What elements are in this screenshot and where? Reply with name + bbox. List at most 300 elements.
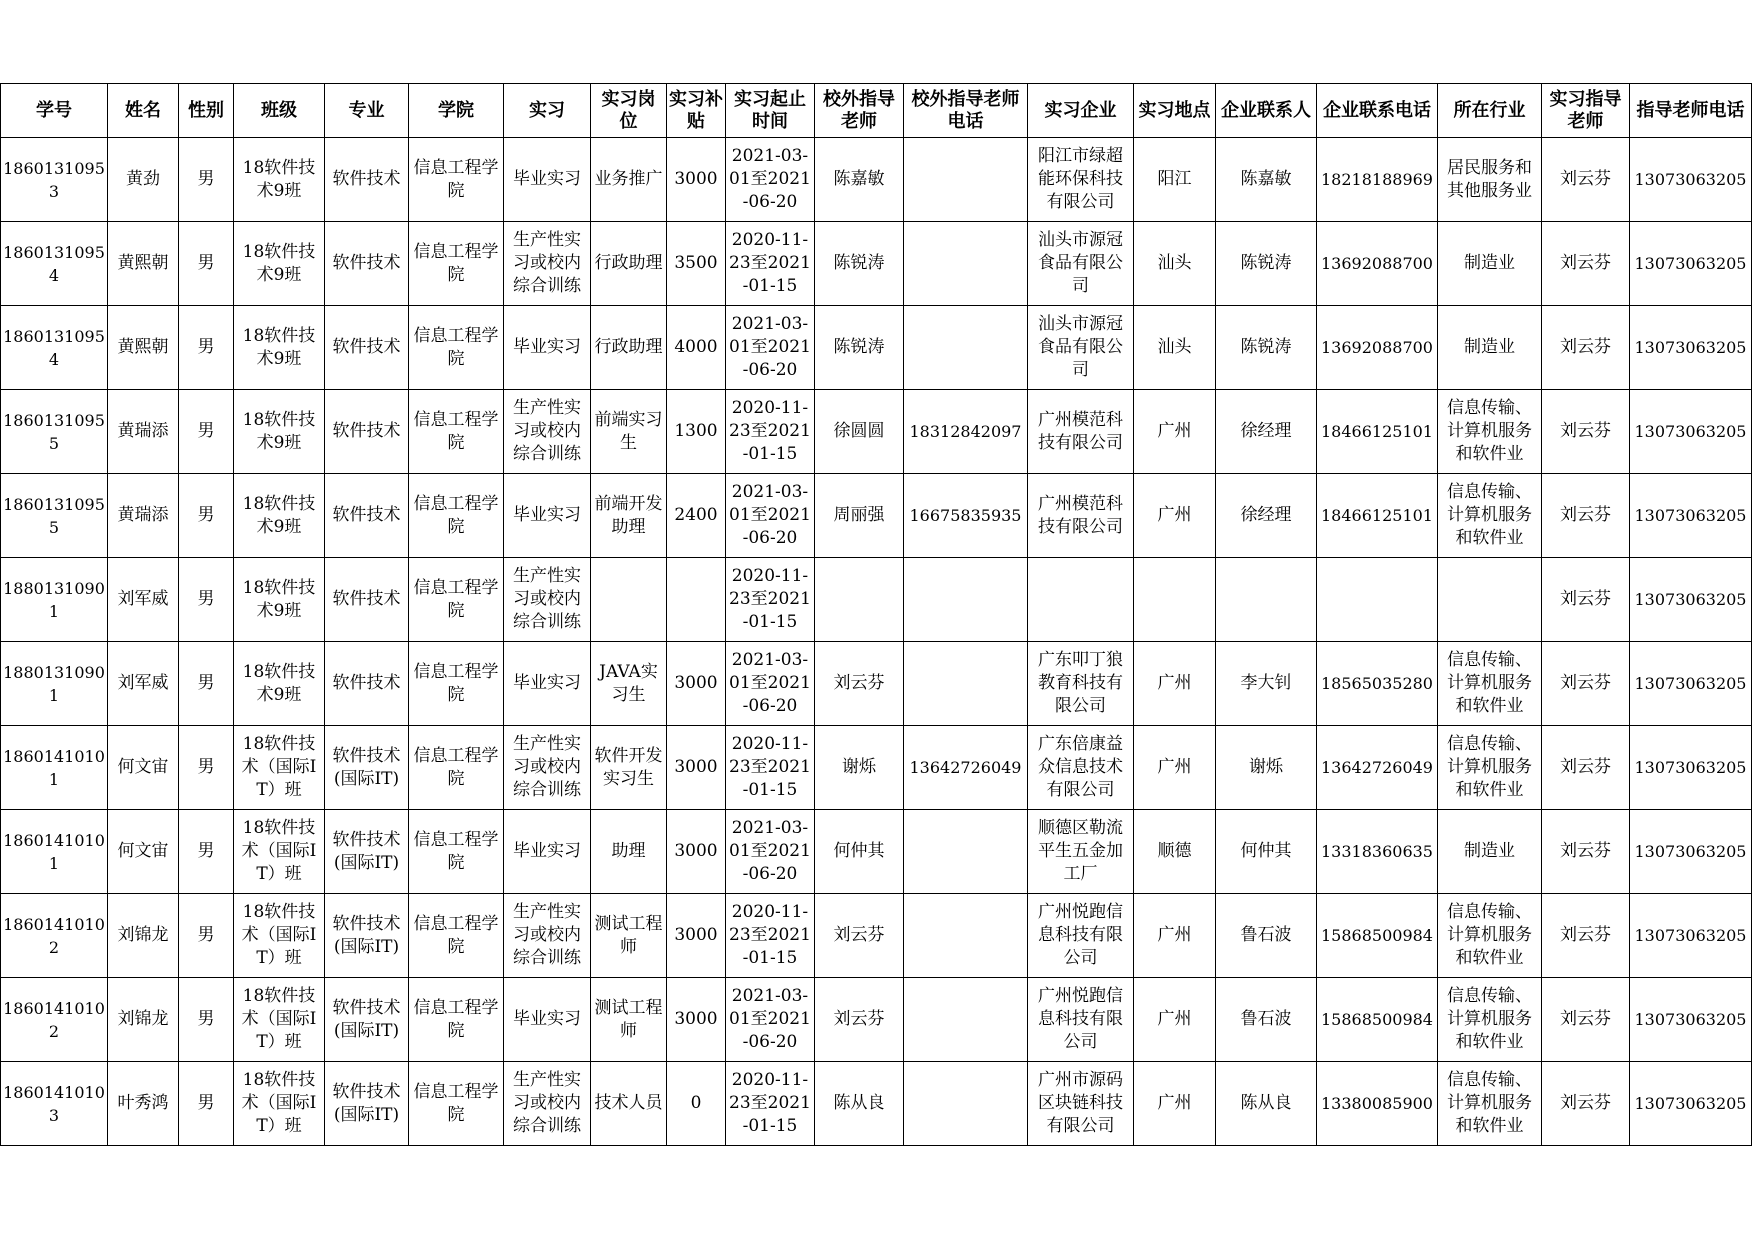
table-cell (904, 978, 1028, 1062)
cell-text: 男 (197, 841, 215, 861)
table-cell (815, 138, 904, 222)
cell-text: 13073063205 (1634, 1010, 1747, 1029)
table-cell (234, 894, 325, 978)
cell-text: 18软件技术9班 (242, 325, 316, 369)
table-cell (1438, 810, 1542, 894)
cell-text: 0 (690, 1093, 702, 1113)
table-cell (108, 642, 179, 726)
table-cell (1, 222, 108, 306)
table-cell (409, 978, 504, 1062)
table-cell (325, 474, 409, 558)
cell-text: 生产性实习或校内综合训练 (513, 230, 581, 296)
cell-text: 刘云芬 (1560, 673, 1611, 693)
table-cell (667, 474, 726, 558)
table-row (1, 1062, 1752, 1146)
table-cell (1438, 726, 1542, 810)
cell-text: 生产性实习或校内综合训练 (513, 398, 581, 464)
cell-text: 黄瑞添 (117, 505, 169, 525)
cell-text: 18601410102 (3, 998, 105, 1041)
cell-text: 18466125101 (1321, 422, 1433, 441)
cell-text: 18601310954 (3, 242, 105, 285)
table-cell (726, 978, 815, 1062)
table-cell (409, 642, 504, 726)
cell-text: 18601310953 (3, 158, 105, 201)
cell-text: 13073063205 (1634, 170, 1747, 189)
table-cell (1630, 642, 1752, 726)
table-cell (667, 1062, 726, 1146)
table-cell (1438, 222, 1542, 306)
table-cell (591, 1062, 667, 1146)
cell-text: 13073063205 (1634, 254, 1747, 273)
cell-text: 软件技术 (332, 505, 401, 525)
table-cell (667, 726, 726, 810)
table-cell (1134, 390, 1216, 474)
table-cell (726, 894, 815, 978)
table-row (1, 978, 1752, 1062)
table-cell (234, 978, 325, 1062)
table-cell (726, 138, 815, 222)
table-cell (325, 390, 409, 474)
cell-text: 信息工程学院 (413, 1081, 499, 1125)
table-cell (504, 138, 591, 222)
cell-text: 2020-11-23至2021-01-15 (729, 902, 811, 968)
cell-text: 3000 (674, 169, 718, 189)
table-cell (1630, 474, 1752, 558)
table-cell (504, 390, 591, 474)
cell-text: 信息工程学院 (413, 157, 499, 201)
table-cell (1134, 1062, 1216, 1146)
table-row (1, 474, 1752, 558)
table-cell (179, 390, 234, 474)
table-cell (726, 726, 815, 810)
table-cell (108, 558, 179, 642)
column-header: 实习补贴 (667, 84, 726, 138)
table-cell (1216, 1062, 1317, 1146)
table-cell (325, 642, 409, 726)
cell-text: 2020-11-23至2021-01-15 (729, 566, 811, 632)
cell-text: 广州 (1157, 1009, 1192, 1029)
table-cell (504, 1062, 591, 1146)
cell-text: 1300 (674, 421, 718, 441)
cell-text: 陈从良 (833, 1093, 885, 1113)
column-header: 学号 (1, 84, 108, 138)
table-cell (815, 222, 904, 306)
cell-text: 顺德区勒流平生五金加工厂 (1038, 818, 1123, 884)
table-cell (1317, 558, 1438, 642)
table-cell (234, 390, 325, 474)
cell-text: 黄熙朝 (117, 253, 169, 273)
table-cell (409, 222, 504, 306)
cell-text: 2021-03-01至2021-06-20 (729, 986, 811, 1052)
table-cell (591, 306, 667, 390)
cell-text: 16675835935 (909, 506, 1022, 525)
cell-text: 18软件技术（国际IT）班 (241, 1070, 317, 1136)
table-cell (815, 558, 904, 642)
cell-text: 18601310955 (3, 494, 105, 537)
cell-text: 陈锐涛 (833, 337, 885, 357)
table-cell (1317, 138, 1438, 222)
table-cell (1, 642, 108, 726)
cell-text: 广州 (1157, 925, 1192, 945)
table-cell (904, 222, 1028, 306)
column-header: 学院 (409, 84, 504, 138)
cell-text: 18软件技术9班 (242, 157, 316, 201)
cell-text: 男 (197, 169, 215, 189)
cell-text: 3000 (674, 673, 718, 693)
table-cell (179, 474, 234, 558)
column-header: 班级 (234, 84, 325, 138)
cell-text: 生产性实习或校内综合训练 (513, 902, 581, 968)
table-cell (409, 138, 504, 222)
table-cell (1134, 138, 1216, 222)
table-cell (409, 390, 504, 474)
cell-text: 刘军威 (117, 589, 169, 609)
cell-text: 徐经理 (1240, 421, 1292, 441)
cell-text: 生产性实习或校内综合训练 (513, 1070, 581, 1136)
table-cell (1, 390, 108, 474)
table-cell (1317, 726, 1438, 810)
cell-text: 软件技术(国际IT) (332, 745, 401, 789)
table-cell (179, 810, 234, 894)
cell-text: 顺德 (1157, 841, 1192, 861)
table-cell (1542, 978, 1630, 1062)
cell-text: 信息工程学院 (413, 325, 499, 369)
internship-table (0, 83, 1752, 1146)
table-cell (1216, 390, 1317, 474)
table-cell (1134, 726, 1216, 810)
column-header: 实习 (504, 84, 591, 138)
table-cell (234, 474, 325, 558)
cell-text: 18218188969 (1321, 170, 1433, 189)
table-cell (667, 558, 726, 642)
table-cell (504, 558, 591, 642)
cell-text: 软件技术 (332, 421, 401, 441)
table-cell (1438, 1062, 1542, 1146)
table-row (1, 894, 1752, 978)
cell-text: 谢烁 (1249, 757, 1283, 777)
cell-text: 2020-11-23至2021-01-15 (729, 398, 811, 464)
table-cell (179, 138, 234, 222)
cell-text: 毕业实习 (513, 505, 581, 525)
column-header: 实习岗位 (591, 84, 667, 138)
table-cell (1630, 810, 1752, 894)
table-cell (325, 306, 409, 390)
column-header: 姓名 (108, 84, 179, 138)
cell-text: 何仲其 (1240, 841, 1292, 861)
cell-text: 3000 (674, 1009, 718, 1029)
table-cell (1, 810, 108, 894)
table-row (1, 642, 1752, 726)
cell-text: 阳江市绿超能环保科技有限公司 (1038, 146, 1123, 212)
table-cell (591, 138, 667, 222)
cell-text: 4000 (674, 337, 718, 357)
table-cell (1216, 810, 1317, 894)
cell-text: 鲁石波 (1240, 925, 1292, 945)
cell-text: 3500 (674, 253, 718, 273)
cell-text: 周丽强 (833, 505, 885, 525)
table-cell (1438, 306, 1542, 390)
cell-text: 陈嘉敏 (833, 169, 885, 189)
table-cell (591, 978, 667, 1062)
table-cell (179, 306, 234, 390)
cell-text: 软件技术(国际IT) (332, 1081, 401, 1125)
table-cell (667, 390, 726, 474)
column-header: 所在行业 (1438, 84, 1542, 138)
cell-text: 汕头市源冠食品有限公司 (1038, 230, 1123, 296)
table-cell (1216, 894, 1317, 978)
table-cell (904, 894, 1028, 978)
cell-text: 13073063205 (1634, 758, 1747, 777)
cell-text: 徐圆圆 (833, 421, 885, 441)
table-cell (409, 726, 504, 810)
table-cell (504, 810, 591, 894)
cell-text: 2021-03-01至2021-06-20 (729, 146, 811, 212)
cell-text: 软件技术 (332, 253, 401, 273)
header-row (1, 84, 1752, 138)
table-cell (234, 558, 325, 642)
table-cell (504, 222, 591, 306)
table-cell (815, 1062, 904, 1146)
table-cell (1542, 642, 1630, 726)
table-cell (234, 222, 325, 306)
table-cell (234, 726, 325, 810)
table-cell (1542, 474, 1630, 558)
table-cell (815, 474, 904, 558)
table-cell (504, 894, 591, 978)
table-cell (234, 1062, 325, 1146)
cell-text: 业务推广 (594, 169, 663, 189)
column-header: 企业联系人 (1216, 84, 1317, 138)
table-cell (591, 390, 667, 474)
table-cell (1630, 894, 1752, 978)
cell-text: 18软件技术（国际IT）班 (241, 902, 317, 968)
table-cell (1317, 306, 1438, 390)
table-cell (108, 306, 179, 390)
table-cell (1317, 474, 1438, 558)
table-cell (108, 810, 179, 894)
cell-text: 软件技术 (332, 337, 401, 357)
table-cell (1438, 894, 1542, 978)
cell-text: 18软件技术9班 (242, 577, 316, 621)
cell-text: 信息传输、计算机服务和软件业 (1447, 650, 1532, 716)
cell-text: 何仲其 (833, 841, 885, 861)
cell-text: 刘云芬 (833, 673, 885, 693)
cell-text: 刘云芬 (1560, 1009, 1611, 1029)
cell-text: 黄熙朝 (117, 337, 169, 357)
table-cell (1, 558, 108, 642)
table-row (1, 138, 1752, 222)
table-row (1, 390, 1752, 474)
table-cell (1438, 558, 1542, 642)
cell-text: 男 (197, 673, 215, 693)
table-cell (1028, 978, 1134, 1062)
table-cell (234, 306, 325, 390)
table-cell (1542, 726, 1630, 810)
table-cell (1317, 642, 1438, 726)
cell-text: 毕业实习 (513, 673, 581, 693)
table-cell (1, 138, 108, 222)
cell-text: 汕头市源冠食品有限公司 (1038, 314, 1123, 380)
cell-text: 13073063205 (1634, 338, 1747, 357)
table-cell (179, 894, 234, 978)
cell-text: 男 (197, 421, 215, 441)
column-header: 校外指导老师电话 (904, 84, 1028, 138)
table-cell (325, 726, 409, 810)
table-cell (1028, 1062, 1134, 1146)
cell-text: 行政助理 (594, 337, 663, 357)
table-cell (667, 810, 726, 894)
cell-text: 13318360635 (1321, 842, 1433, 861)
table-cell (1216, 978, 1317, 1062)
table-cell (1216, 558, 1317, 642)
cell-text: 陈从良 (1240, 1093, 1292, 1113)
table-cell (1542, 222, 1630, 306)
cell-text: 15868500984 (1321, 926, 1433, 945)
table-cell (1, 978, 108, 1062)
table-cell (1438, 138, 1542, 222)
cell-text: 广东倍康益众信息技术有限公司 (1038, 734, 1123, 800)
table-cell (1134, 222, 1216, 306)
cell-text: 信息工程学院 (413, 409, 499, 453)
table-cell (726, 474, 815, 558)
cell-text: 广州 (1157, 757, 1192, 777)
table-cell (667, 642, 726, 726)
cell-text: 刘云芬 (1560, 253, 1611, 273)
cell-text: 18801310901 (3, 662, 105, 705)
table-cell (108, 1062, 179, 1146)
cell-text: 2020-11-23至2021-01-15 (729, 230, 811, 296)
table-cell (1, 474, 108, 558)
table-cell (1630, 222, 1752, 306)
table-cell (904, 726, 1028, 810)
table-cell (591, 810, 667, 894)
cell-text: 制造业 (1464, 337, 1515, 357)
cell-text: 叶秀鸿 (117, 1093, 169, 1113)
table-cell (179, 222, 234, 306)
cell-text: 18软件技术9班 (242, 241, 316, 285)
cell-text: 刘云芬 (1560, 1093, 1611, 1113)
table-cell (1134, 810, 1216, 894)
table-cell (726, 1062, 815, 1146)
cell-text: 男 (197, 253, 215, 273)
cell-text: 3000 (674, 757, 718, 777)
table-cell (234, 138, 325, 222)
cell-text: 生产性实习或校内综合训练 (513, 566, 581, 632)
cell-text: 广州悦跑信息科技有限公司 (1038, 902, 1123, 968)
table-cell (1028, 726, 1134, 810)
table-cell (1028, 642, 1134, 726)
table-cell (726, 810, 815, 894)
table-cell (409, 810, 504, 894)
table-cell (1028, 474, 1134, 558)
cell-text: 信息传输、计算机服务和软件业 (1447, 734, 1532, 800)
cell-text: 黄瑞添 (117, 421, 169, 441)
table-cell (667, 306, 726, 390)
cell-text: 刘云芬 (1560, 337, 1611, 357)
table-cell (1134, 558, 1216, 642)
cell-text: 广州悦跑信息科技有限公司 (1038, 986, 1123, 1052)
cell-text: 刘云芬 (833, 1009, 885, 1029)
table-cell (234, 642, 325, 726)
table-cell (1216, 222, 1317, 306)
cell-text: 男 (197, 757, 215, 777)
cell-text: 毕业实习 (513, 841, 581, 861)
cell-text: 3000 (674, 841, 718, 861)
table-cell (1438, 978, 1542, 1062)
cell-text: 广州市源码区块链科技有限公司 (1038, 1070, 1123, 1136)
cell-text: 2021-03-01至2021-06-20 (729, 650, 811, 716)
table-cell (1028, 810, 1134, 894)
column-header: 校外指导老师 (815, 84, 904, 138)
table-cell (108, 222, 179, 306)
cell-text: 13073063205 (1634, 674, 1747, 693)
table-cell (591, 558, 667, 642)
table-cell (409, 894, 504, 978)
table-cell (1630, 726, 1752, 810)
table-cell (904, 474, 1028, 558)
cell-text: 毕业实习 (513, 1009, 581, 1029)
table-cell (409, 306, 504, 390)
table-cell (1028, 306, 1134, 390)
cell-text: 刘云芬 (833, 925, 885, 945)
cell-text: 信息工程学院 (413, 997, 499, 1041)
cell-text: 广州 (1157, 505, 1192, 525)
table-cell (726, 642, 815, 726)
cell-text: 信息工程学院 (413, 661, 499, 705)
cell-text: 何文宙 (117, 757, 169, 777)
cell-text: 刘军威 (117, 673, 169, 693)
cell-text: 13642726049 (909, 758, 1022, 777)
table-cell (108, 138, 179, 222)
cell-text: 男 (197, 337, 215, 357)
cell-text: 信息工程学院 (413, 829, 499, 873)
cell-text: 18601410102 (3, 914, 105, 957)
table-cell (108, 390, 179, 474)
cell-text: 18软件技术9班 (242, 661, 316, 705)
cell-text: 13380085900 (1321, 1094, 1433, 1113)
cell-text: 18软件技术9班 (242, 493, 316, 537)
table-cell (815, 978, 904, 1062)
column-header: 指导老师电话 (1630, 84, 1752, 138)
table-cell (325, 138, 409, 222)
table-cell (1216, 306, 1317, 390)
cell-text: 男 (197, 589, 215, 609)
table-cell (1542, 138, 1630, 222)
table-cell (667, 138, 726, 222)
table-cell (108, 978, 179, 1062)
table-cell (325, 810, 409, 894)
cell-text: 徐经理 (1240, 505, 1292, 525)
table-cell (1, 1062, 108, 1146)
cell-text: 2020-11-23至2021-01-15 (729, 1070, 811, 1136)
cell-text: 3000 (674, 925, 718, 945)
table-cell (409, 1062, 504, 1146)
cell-text: 2400 (674, 505, 718, 525)
table-cell (179, 642, 234, 726)
table-cell (179, 978, 234, 1062)
cell-text: 刘锦龙 (117, 1009, 169, 1029)
table-cell (1317, 978, 1438, 1062)
table-row (1, 810, 1752, 894)
table-cell (1134, 894, 1216, 978)
cell-text: 广州 (1157, 673, 1192, 693)
cell-text: 前端开发助理 (594, 493, 663, 537)
cell-text: 15868500984 (1321, 1010, 1433, 1029)
table-cell (667, 978, 726, 1062)
cell-text: 生产性实习或校内综合训练 (513, 734, 581, 800)
table-cell (325, 978, 409, 1062)
cell-text: 18601310955 (3, 410, 105, 453)
